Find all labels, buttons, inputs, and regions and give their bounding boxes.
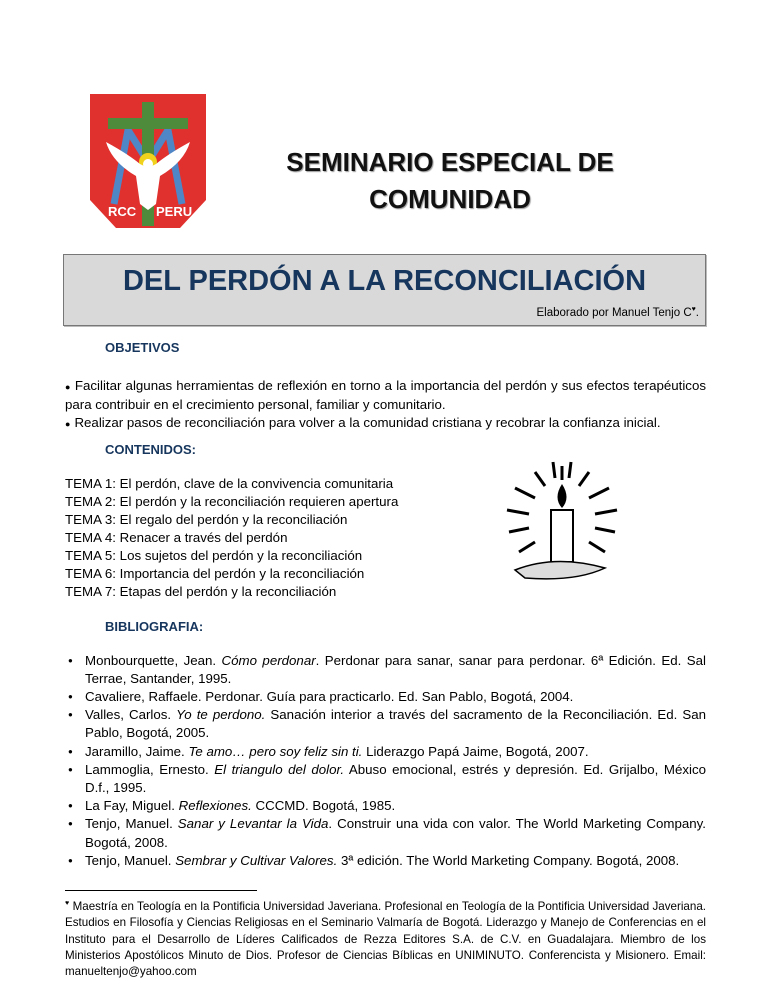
footnote-separator	[65, 890, 257, 891]
objetivo-item	[65, 377, 706, 414]
seminar-title-line1: SEMINARIO ESPECIAL DE	[286, 147, 614, 177]
bibliography-em: Sanar y Levantar la Vida	[177, 816, 329, 832]
bibliography-item	[65, 743, 706, 761]
bibliography-pre: Cavaliere, Raffaele. Perdonar. Guía para practicarlo. Ed. San Pablo, Bogotá, 2004.	[85, 689, 574, 705]
bullet-icon: ●	[65, 419, 71, 430]
bibliography-item	[65, 797, 706, 815]
title-banner	[63, 254, 706, 326]
logo-text-rcc: RCC	[108, 204, 137, 219]
bibliography-item	[65, 815, 706, 851]
bibliography-pre: Valles, Carlos.	[85, 707, 177, 723]
bibliography-post: Sanación interior a través del sacramento de la Reconciliación. Ed. San Pablo, Bogotá, 2005.	[85, 707, 706, 741]
objetivos-heading: OBJETIVOS	[105, 340, 180, 355]
byline-end: .	[695, 307, 699, 319]
bibliography-pre: Tenjo, Manuel.	[85, 816, 178, 832]
bibliography-pre: Monbourquette, Jean.	[85, 652, 222, 668]
objetivo-text: Realizar pasos de reconciliación para volver a la comunidad cristiana y recobrar la confianza inicial.	[74, 415, 661, 431]
footnote-ref[interactable]: ♥	[691, 306, 696, 314]
byline	[537, 303, 700, 320]
footnote	[65, 896, 706, 980]
bibliography-item	[65, 652, 706, 688]
tema-item: TEMA 3: El regalo del perdón y la reconciliación	[65, 511, 348, 527]
objetivo-item	[65, 414, 706, 433]
bibliography-em: Reflexiones.	[178, 798, 252, 814]
bibliography-item	[65, 706, 706, 742]
bibliography-post: CCCMD. Bogotá, 1985.	[251, 798, 396, 814]
bibliography-em: Yo te perdono.	[176, 707, 266, 723]
footnote-mark: ♥	[65, 900, 70, 908]
bibliography-em: Cómo perdonar	[221, 652, 316, 668]
logo-text-peru: PERU	[156, 204, 193, 219]
bibliografia-heading: BIBLIOGRAFIA:	[105, 618, 204, 634]
bibliography-em: Sembrar y Cultivar Valores.	[175, 852, 338, 868]
bibliography-item	[65, 688, 706, 706]
bibliography-post: Liderazgo Papá Jaime, Bogotá, 2007.	[362, 743, 589, 759]
bibliography-item	[65, 761, 706, 797]
footnote-text: Maestría en Teología en la Pontificia Universidad Javeriana. Profesional en Teología de la Pontificia Universidad Javeriana. Estudios en Filosofía y Ciencias Religiosas en el Seminario Valmaría de Bogotá. Liderazgo y Manejo de Conferencias en el Instituto para el Desarrollo de Líderes Calificados de Rezza Editores S.A. de C.V. en Guadalajara. Miembro de los Ministerios Apostólicos Minuto de Dios. Profesor de Ciencias Bíblicas en UNIMINUTO. Conferencista y Misionero. Email: manueltenjo@yahoo.com	[65, 899, 706, 979]
bullet-icon: ●	[65, 382, 71, 392]
bibliography-post: . Construir una vida con valor. The World Marketing Company. Bogotá, 2008.	[85, 816, 706, 850]
bibliography-pre: Jaramillo, Jaime.	[85, 743, 189, 759]
bibliography-pre: La Fay, Miguel.	[85, 798, 179, 814]
bibliography-post: . Perdonar para sanar, sanar para perdonar. 6ª Edición. Ed. Sal Terrae, Santander, 1995.	[85, 652, 706, 686]
bibliography-em: Te amo… pero soy feliz sin ti.	[188, 743, 363, 759]
bibliography-em: El triangulo del dolor.	[214, 761, 345, 777]
objetivo-text: Facilitar algunas herramientas de reflexión en torno a la importancia del perdón y sus efectos terapéuticos para contribuir en el crecimiento personal, familiar y comunitario.	[65, 378, 706, 413]
bibliografia-list	[65, 652, 706, 870]
objetivos-list	[65, 377, 706, 434]
bibliography-item	[65, 852, 706, 870]
tema-item: TEMA 4: Renacer a través del perdón	[65, 529, 288, 545]
tema-item: TEMA 1: El perdón, clave de la convivencia comunitaria	[65, 475, 394, 491]
contenidos-list	[65, 475, 706, 601]
document-title: DEL PERDÓN A LA RECONCILIACIÓN	[122, 265, 647, 297]
seminar-title-line2: COMUNIDAD	[369, 184, 531, 214]
document-body	[65, 340, 706, 980]
tema-item: TEMA 5: Los sujetos del perdón y la reconciliación	[65, 547, 363, 563]
bibliography-post: Abuso emocional, estrés y depresión. Ed. Grijalbo, México D.f., 1995.	[85, 761, 706, 796]
bibliography-pre: Tenjo, Manuel.	[85, 852, 176, 868]
tema-item: TEMA 2: El perdón y la reconciliación requieren apertura	[65, 493, 399, 509]
byline-text: Elaborado por Manuel Tenjo C	[536, 307, 692, 319]
bibliography-post: 3ª edición. The World Marketing Company. Bogotá, 2008.	[337, 852, 680, 868]
tema-item: TEMA 6: Importancia del perdón y la reconciliación	[65, 565, 365, 581]
contenidos-heading: CONTENIDOS:	[105, 441, 196, 457]
rcc-peru-logo	[88, 92, 208, 232]
bibliography-pre: Lammoglia, Ernesto.	[85, 761, 215, 777]
tema-item: TEMA 7: Etapas del perdón y la reconciliación	[65, 583, 337, 599]
